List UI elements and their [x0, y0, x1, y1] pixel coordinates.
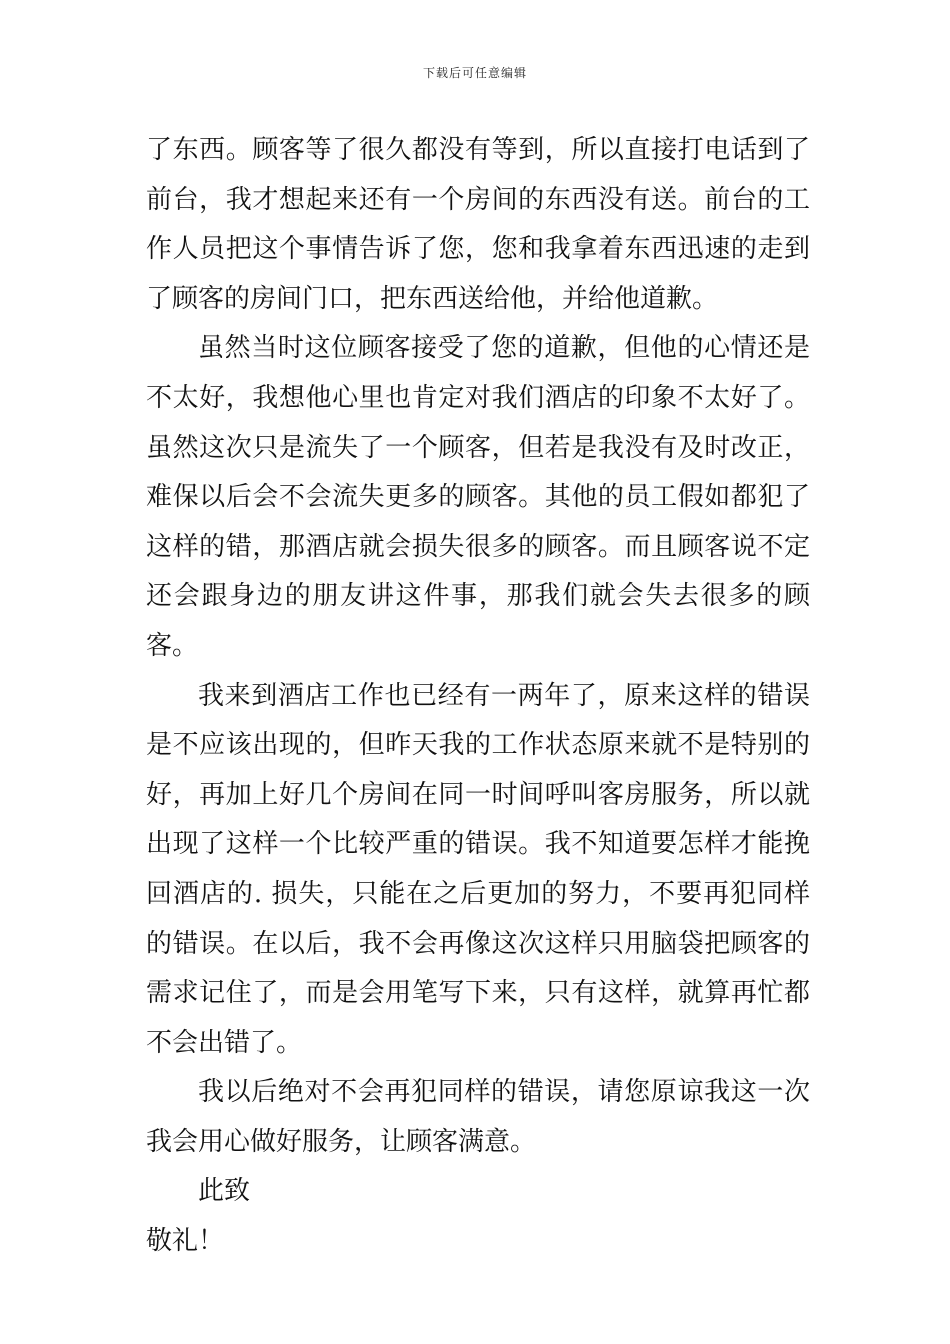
paragraph-3: 我来到酒店工作也已经有一两年了，原来这样的错误是不应该出现的，但昨天我的工作状态原来就不是特别的好，再加上好几个房间在同一时间呼叫客房服务，所以就出现了这样一个比较严重的错误。我不知道要怎样才能挽回酒店的. 损失，只能在之后更加的努力，不要再犯同样的错误。在以后，我不会再像这次这样只用脑袋把顾客的需求记住了，而是会用笔写下来，只有这样，就算再忙都不会出错了。 [146, 680, 810, 1058]
page-header: 下载后可任意编辑 [422, 66, 527, 80]
closing-regards: 敬礼！ [146, 1226, 225, 1257]
paragraph-1: 了东西。顾客等了很久都没有等到，所以直接打电话到了前台，我才想起来还有一个房间的东西没有送。前台的工作人员把这个事情告诉了您，您和我拿着东西迅速的走到了顾客的房间门口，把东西送给他，并给他道歉。 [146, 135, 810, 314]
closing-salutation: 此致 [198, 1176, 251, 1207]
paragraph-2: 虽然当时这位顾客接受了您的道歉，但他的心情还是不太好，我想他心里也肯定对我们酒店的印象不太好了。虽然这次只是流失了一个顾客，但若是我没有及时改正，难保以后会不会流失更多的顾客。其他的员工假如都犯了这样的错，那酒店就会损失很多的顾客。而且顾客说不定还会跟身边的朋友讲这件事，那我们就会失去很多的顾客。 [146, 333, 810, 661]
document-body [146, 126, 810, 1267]
paragraph-4: 我以后绝对不会再犯同样的错误，请您原谅我这一次我会用心做好服务，让顾客满意。 [146, 1077, 810, 1157]
